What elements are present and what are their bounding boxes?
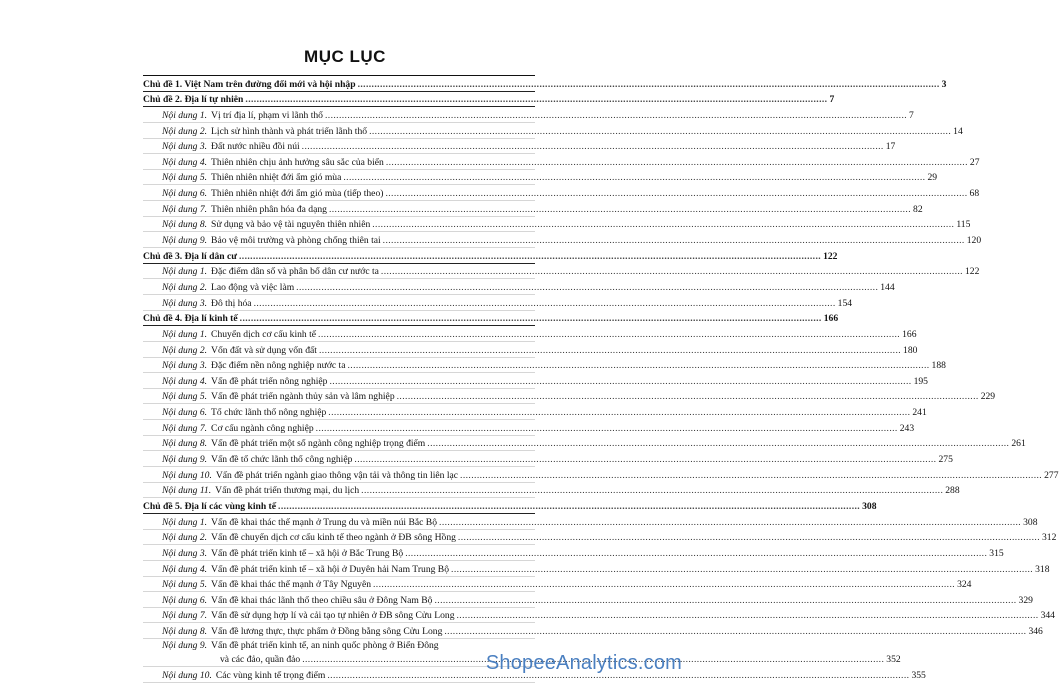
section-label: Nội dung 2.: [162, 344, 208, 356]
toc-section-row: [143, 514, 1038, 530]
section-label: Nội dung 3.: [162, 297, 208, 309]
page-number: 324: [957, 579, 972, 591]
toc-section-row: [143, 483, 960, 499]
dot-leader: [405, 548, 987, 560]
toc-chapter-row: [143, 498, 877, 514]
section-label: Nội dung 4.: [162, 375, 208, 387]
page-number: 275: [938, 454, 953, 466]
section-label: Nội dung 6.: [162, 594, 208, 606]
page-number: 277: [1044, 469, 1059, 481]
toc-section-row: [143, 264, 980, 280]
page-number: 329: [1018, 594, 1033, 606]
page-number: 7: [829, 94, 835, 106]
section-title: Vấn đề lương thực, thực phẩm ở Đồng bằng sông Cửu Long: [211, 626, 443, 638]
toc-section-row: [143, 295, 853, 311]
page-number: 261: [1011, 438, 1026, 450]
section-title: Đặc điểm dân số và phân bố dân cư nước ta: [211, 266, 379, 278]
page-number: 344: [1040, 610, 1055, 622]
toc-section-row: [143, 279, 895, 295]
section-label: Nội dung 6.: [162, 407, 208, 419]
section-label: Nội dung 6.: [162, 188, 208, 200]
page-title: MỤC LỤC: [304, 47, 386, 66]
page-number: 122: [823, 250, 838, 262]
toc-section-row: [143, 342, 918, 358]
page-number: 14: [953, 125, 963, 137]
toc-section-row: [143, 170, 938, 186]
dot-leader: [397, 391, 979, 403]
page-number: 352: [886, 654, 901, 666]
section-title: Đô thị hóa: [211, 297, 252, 309]
section-label: Nội dung 9.: [162, 639, 208, 651]
chapter-title: Chủ đề 3. Địa lí dân cư: [143, 250, 237, 262]
section-title: Thiên nhiên chịu ảnh hưởng sâu sắc của biển: [211, 156, 384, 168]
toc-section-row: [143, 451, 953, 467]
section-label: Nội dung 7.: [162, 610, 208, 622]
section-title: Đất nước nhiều đồi núi: [211, 141, 300, 153]
section-title: Cơ cấu ngành công nghiệp: [211, 422, 314, 434]
page-number: 154: [837, 297, 853, 309]
dot-leader: [381, 266, 963, 278]
section-label: Nội dung 5.: [162, 391, 208, 403]
dot-leader: [373, 579, 955, 591]
dot-leader: [369, 126, 951, 138]
toc-section-row: [143, 592, 1033, 608]
section-label: Nội dung 3.: [162, 360, 208, 372]
dot-leader: [318, 329, 900, 341]
dot-leader: [296, 282, 878, 294]
page-number: 180: [903, 344, 918, 356]
dot-leader: [347, 360, 929, 372]
page-number: 229: [980, 391, 996, 403]
page-number: 308: [862, 500, 877, 512]
page-number: 166: [823, 313, 839, 325]
section-title: Vấn đề phát triển một số ngành công nghiệp trọng điểm: [211, 438, 426, 450]
section-title: Thiên nhiên nhiệt đới ẩm gió mùa: [211, 172, 342, 184]
dot-leader: [361, 485, 943, 497]
section-label: Nội dung 9.: [162, 454, 208, 466]
dot-leader: [329, 204, 911, 216]
section-title: Vị trí địa lí, phạm vi lãnh thổ: [211, 109, 323, 121]
section-title: Vấn đề phát triển thương mại, du lịch: [215, 485, 360, 497]
dot-leader: [383, 235, 965, 247]
section-label: Nội dung 1.: [162, 266, 208, 278]
dot-leader: [385, 188, 967, 200]
section-title: Thiên nhiên phân hóa đa dạng: [211, 203, 327, 215]
section-label: Nội dung 5.: [162, 172, 208, 184]
section-title: Vấn đề phát triển ngành thủy sản và lâm nghiệp: [211, 391, 395, 403]
page-number: 195: [913, 375, 928, 387]
toc-section-row: [143, 467, 1059, 483]
toc-section-row: [143, 608, 1055, 624]
section-label: Nội dung 4.: [162, 156, 208, 168]
toc-section-row: [143, 404, 927, 420]
toc-section-row: [143, 389, 996, 405]
toc-section-row: [143, 623, 1043, 639]
toc-section-row: [143, 154, 980, 170]
section-title: Vấn đề phát triển kinh tế, an ninh quốc phòng ở Biển Đông: [211, 639, 439, 651]
dot-leader: [239, 251, 821, 263]
toc-section-row: [143, 217, 971, 233]
toc-section-row: [143, 639, 535, 652]
section-label: Nội dung 10.: [162, 669, 212, 681]
toc-section-row: [143, 545, 1004, 561]
chapter-title: Chủ đề 5. Địa lí các vùng kinh tế: [143, 500, 277, 512]
dot-leader: [386, 157, 968, 169]
section-title: Bảo vệ môi trường và phòng chống thiên tai: [211, 235, 381, 247]
toc-section-row: [143, 232, 982, 248]
section-title: Vấn đề khai thác lãnh thổ theo chiều sâu ở Đông Nam Bộ: [211, 594, 433, 606]
toc-section-row: [143, 201, 923, 217]
section-label: Nội dung 1.: [162, 516, 208, 528]
section-title: Các vùng kinh tế trọng điểm: [215, 669, 326, 681]
section-title: Vấn đề khai thác thế mạnh ở Trung du và miền núi Bắc Bộ: [211, 516, 438, 528]
chapter-title: Chủ đề 1. Việt Nam trên đường đổi mới và hội nhập: [143, 78, 356, 90]
dot-leader: [329, 376, 911, 388]
section-label: Nội dung 4.: [162, 563, 208, 575]
page-number: 122: [964, 266, 980, 278]
dot-leader: [358, 79, 940, 91]
toc-section-row: [143, 436, 1026, 452]
page-number: 318: [1035, 563, 1050, 575]
section-title: Lịch sử hình thành và phát triển lãnh thổ: [211, 125, 368, 137]
dot-leader: [458, 532, 1040, 544]
section-label: Nội dung 1.: [162, 109, 208, 121]
section-label: Nội dung 2.: [162, 125, 208, 137]
dot-leader: [302, 141, 884, 153]
section-title: Lao động và việc làm: [211, 281, 295, 293]
section-label: Nội dung 10.: [162, 469, 212, 481]
section-title-continued: và các đảo, quần đảo: [220, 654, 301, 666]
dot-leader: [319, 345, 901, 357]
section-label: Nội dung 7.: [162, 203, 208, 215]
section-title: Vấn đề phát triển kinh tế – xã hội ở Bắc Trung Bộ: [211, 547, 404, 559]
dot-leader: [372, 219, 954, 231]
section-title: Vấn đề phát triển kinh tế – xã hội ở Duyên hải Nam Trung Bộ: [211, 563, 450, 575]
section-title: Vấn đề chuyển dịch cơ cấu kinh tế theo ngành ở ĐB sông Hồng: [211, 532, 456, 544]
dot-leader: [439, 517, 1021, 529]
toc-section-row: [143, 420, 915, 436]
toc-section-row: [143, 139, 896, 155]
watermark: ShopeeAnalytics.com: [485, 652, 682, 674]
dot-leader: [343, 172, 925, 184]
section-title: Vấn đề khai thác thế mạnh ở Tây Nguyên: [211, 579, 371, 591]
toc-section-row: [143, 358, 946, 374]
page-number: 82: [913, 203, 923, 215]
dot-leader: [254, 298, 836, 310]
page-number: 243: [899, 422, 915, 434]
toc-chapter-row: [143, 76, 947, 92]
section-label: Nội dung 8.: [162, 438, 208, 450]
chapter-title: Chủ đề 2. Địa lí tự nhiên: [143, 94, 244, 106]
dot-leader: [427, 438, 1009, 450]
page-number: 27: [969, 156, 980, 168]
dot-leader: [328, 407, 910, 419]
section-label: Nội dung 2.: [162, 532, 208, 544]
section-label: Nội dung 3.: [162, 547, 208, 559]
page-number: 355: [911, 669, 926, 681]
page-number: 188: [931, 360, 946, 372]
dot-leader: [354, 454, 936, 466]
section-label: Nội dung 8.: [162, 219, 208, 231]
page-number: 7: [909, 109, 914, 121]
dot-leader: [240, 313, 822, 325]
dot-leader: [457, 610, 1039, 622]
dot-leader: [278, 501, 860, 513]
toc-section-row: [143, 373, 928, 389]
toc-section-row: [143, 326, 917, 342]
page-number: 288: [945, 485, 960, 497]
page-number: 144: [880, 281, 895, 293]
page-number: 166: [902, 328, 917, 340]
toc-section-row: [143, 530, 1057, 546]
section-label: Nội dung 8.: [162, 626, 208, 638]
page-number: 115: [956, 219, 971, 231]
toc-section-row: [143, 561, 1050, 577]
section-title: Vấn đề phát triển nông nghiệp: [211, 375, 328, 387]
chapter-title: Chủ đề 4. Địa lí kinh tế: [143, 313, 238, 325]
section-title: Vấn đề phát triển ngành giao thông vận tải và thông tin liên lạc: [215, 469, 459, 481]
dot-leader: [316, 423, 898, 435]
page-number: 3: [941, 78, 947, 90]
section-label: Nội dung 9.: [162, 235, 208, 247]
section-label: Nội dung 5.: [162, 579, 208, 591]
toc-section-row: [143, 185, 980, 201]
section-label: Nội dung 1.: [162, 328, 208, 340]
toc-chapter-row: [143, 92, 835, 108]
section-title: Đặc điểm nền nông nghiệp nước ta: [211, 360, 346, 372]
section-label: Nội dung 7.: [162, 422, 208, 434]
page-number: 312: [1042, 532, 1057, 544]
section-title: Sử dụng và bảo vệ tài nguyên thiên nhiên: [211, 219, 371, 231]
page-number: 315: [989, 547, 1004, 559]
section-title: Vấn đề sử dụng hợp lí và cải tạo tự nhiên ở ĐB sông Cửu Long: [211, 610, 455, 622]
dot-leader: [444, 626, 1026, 638]
dot-leader: [434, 595, 1016, 607]
page-number: 308: [1023, 516, 1038, 528]
section-title: Chuyển dịch cơ cấu kinh tế: [211, 328, 317, 340]
toc-chapter-row: [143, 311, 839, 327]
dot-leader: [325, 110, 907, 122]
page-number: 241: [912, 407, 927, 419]
page-number: 17: [885, 141, 896, 153]
page-number: 29: [927, 172, 938, 184]
page-number: 68: [969, 188, 980, 200]
section-title: Vấn đề tổ chức lãnh thổ công nghiệp: [211, 454, 353, 466]
toc-section-row: [143, 107, 914, 123]
section-label: Nội dung 2.: [162, 281, 208, 293]
section-title: Tổ chức lãnh thổ nông nghiệp: [211, 407, 327, 419]
section-label: Nội dung 11.: [162, 485, 212, 497]
section-title: Thiên nhiên nhiệt đới ẩm gió mùa (tiếp theo): [211, 188, 384, 200]
dot-leader: [245, 94, 827, 106]
page-number: 346: [1028, 626, 1043, 638]
dot-leader: [451, 564, 1033, 576]
toc-chapter-row: [143, 248, 838, 264]
section-label: Nội dung 3.: [162, 141, 208, 153]
dot-leader: [460, 470, 1042, 482]
toc-section-row: [143, 667, 926, 683]
page-number: 120: [966, 235, 982, 247]
section-title: Vốn đất và sử dụng vốn đất: [211, 344, 317, 356]
toc-section-row: [143, 577, 972, 593]
toc-section-row: [143, 123, 963, 139]
